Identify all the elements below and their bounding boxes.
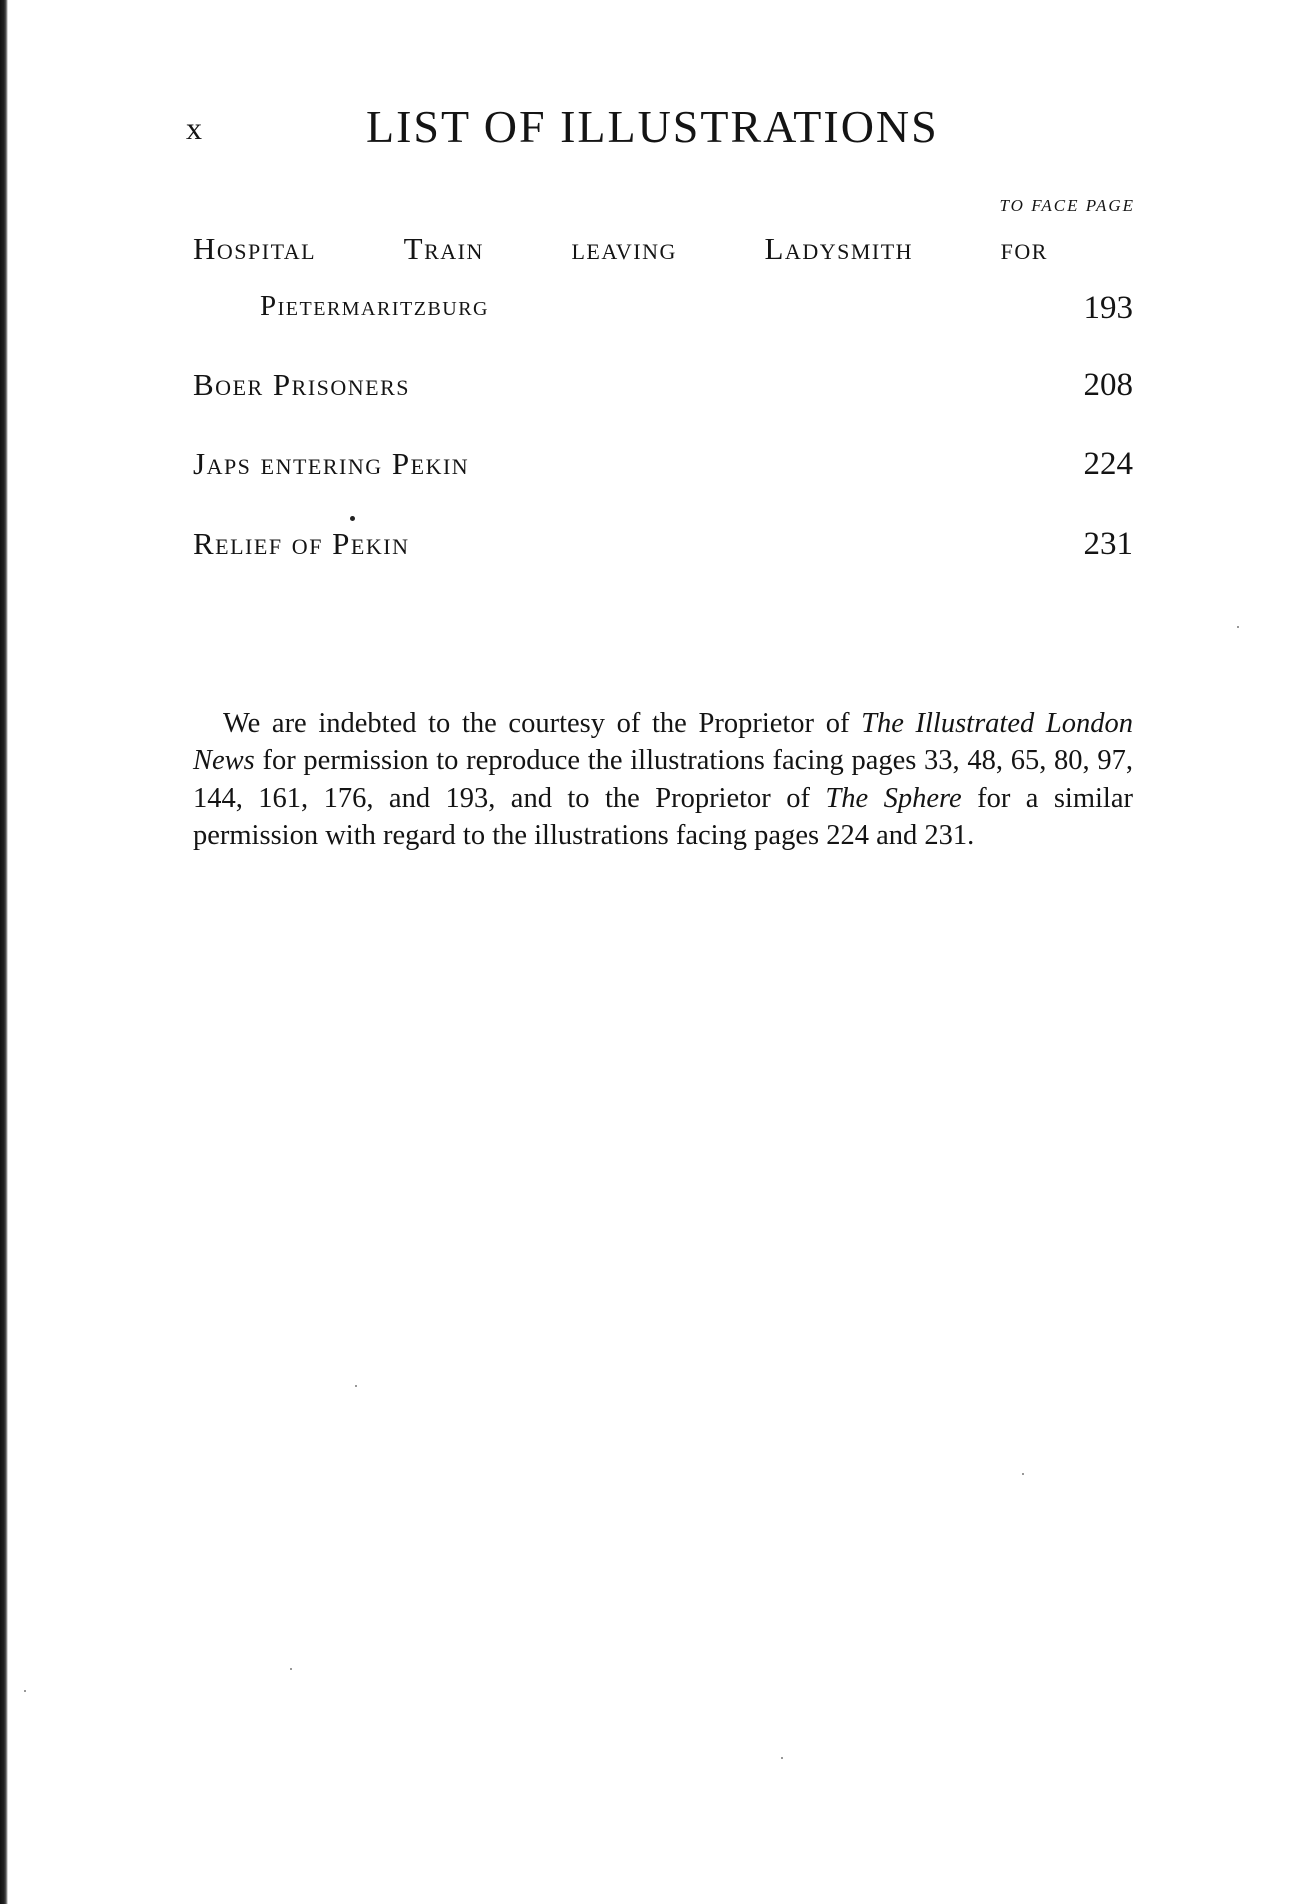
illustration-title: [193, 233, 1048, 264]
illustration-title: Relief of Pekin: [193, 526, 410, 561]
publication-title: The Sphere: [825, 782, 962, 814]
to-face-page-label: TO FACE PAGE: [999, 196, 1135, 215]
scan-speck: [781, 1757, 783, 1759]
illustration-entry-japs-entering-pekin: [193, 446, 1133, 482]
scan-speck: [1237, 626, 1239, 628]
illustration-entry-relief-of-pekin: [193, 526, 1133, 562]
scan-speck: [290, 1668, 292, 1670]
acknowledgement-paragraph: [193, 705, 1133, 855]
illustration-title-continuation: Pietermaritzburg: [260, 290, 490, 322]
page-title: LIST OF ILLUSTRATIONS: [366, 101, 939, 152]
illustration-page-number: 208: [1083, 367, 1133, 403]
acknowledgement-text: for a similar permission with regard to the illustrations facing pages 224 and 231.: [193, 782, 1133, 851]
illustration-entry-hospital-train: [193, 233, 1133, 264]
acknowledgement-text: for permission to reproduce the illustrations facing pages 33, 48, 65, 80, 97, 144, 161, 176, and 193, and to the Proprietor of: [193, 745, 1133, 814]
illustration-page-number: 193: [1083, 290, 1133, 326]
illustration-title: Japs entering Pekin: [193, 446, 470, 481]
page-number: x: [186, 110, 202, 146]
illustration-page-number: 231: [1083, 526, 1133, 562]
scan-speck: [355, 1385, 357, 1387]
page-binding-edge: [0, 0, 8, 1904]
title-word: Train: [403, 231, 484, 266]
scan-speck: [24, 1690, 26, 1692]
publication-title: The Illustrated London News: [193, 707, 1133, 776]
title-word: leaving: [571, 231, 677, 266]
illustration-entry-boer-prisoners: [193, 367, 1133, 403]
title-word: for: [1000, 231, 1048, 266]
title-word: Hospital: [193, 231, 317, 266]
stray-dot-mark: [350, 516, 355, 521]
illustration-title: Boer Prisoners: [193, 367, 411, 402]
illustration-page-number: 224: [1083, 446, 1133, 482]
scan-speck: [1022, 1473, 1024, 1475]
title-word: Ladysmith: [764, 231, 914, 266]
acknowledgement-text: We are indebted to the courtesy of the Proprietor of: [223, 707, 862, 739]
